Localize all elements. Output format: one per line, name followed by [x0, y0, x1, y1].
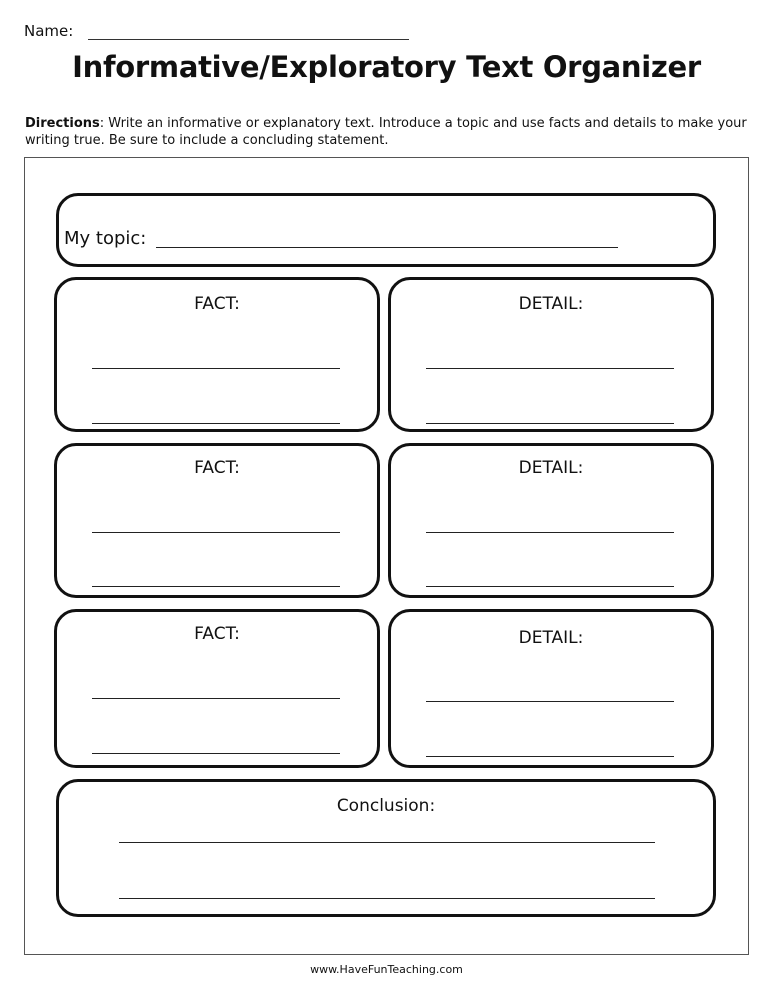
fact-box-1: [54, 277, 380, 432]
name-row: [24, 22, 394, 44]
detail-2-line-2[interactable]: [426, 586, 674, 587]
detail-box-3: [388, 609, 714, 768]
topic-label: My topic:: [64, 228, 147, 249]
fact-2-line-2[interactable]: [92, 586, 340, 587]
footer-website: www.HaveFunTeaching.com: [310, 963, 463, 976]
detail-1-line-2[interactable]: [426, 423, 674, 424]
topic-box: [56, 193, 716, 267]
detail-label-1: DETAIL:: [518, 294, 584, 314]
fact-box-3: [54, 609, 380, 768]
detail-1-line-1[interactable]: [426, 368, 674, 369]
detail-3-line-2[interactable]: [426, 756, 674, 757]
fact-3-line-1[interactable]: [92, 698, 340, 699]
fact-label-1: FACT:: [194, 294, 240, 314]
detail-2-line-1[interactable]: [426, 532, 674, 533]
directions-text: : Write an informative or explanatory text. Introduce a topic and use facts and details to make your writing true. Be sure to include a concluding statement.: [25, 116, 747, 148]
fact-label-3: FACT:: [194, 624, 240, 644]
detail-box-1: [388, 277, 714, 432]
conclusion-box: [56, 779, 716, 917]
name-label: Name:: [24, 22, 74, 40]
fact-3-line-2[interactable]: [92, 753, 340, 754]
page-title: Informative/Exploratory Text Organizer: [72, 50, 701, 84]
directions-label: Directions: [25, 116, 100, 131]
name-field[interactable]: [88, 39, 409, 40]
conclusion-line-1[interactable]: [119, 842, 655, 843]
detail-3-line-1[interactable]: [426, 701, 674, 702]
conclusion-label: Conclusion:: [336, 796, 436, 816]
fact-label-2: FACT:: [194, 458, 240, 478]
fact-box-2: [54, 443, 380, 598]
topic-field[interactable]: [156, 247, 618, 248]
directions: [25, 115, 755, 149]
detail-label-2: DETAIL:: [518, 458, 584, 478]
fact-1-line-1[interactable]: [92, 368, 340, 369]
fact-1-line-2[interactable]: [92, 423, 340, 424]
fact-2-line-1[interactable]: [92, 532, 340, 533]
conclusion-line-2[interactable]: [119, 898, 655, 899]
detail-label-3: DETAIL:: [518, 628, 584, 648]
detail-box-2: [388, 443, 714, 598]
